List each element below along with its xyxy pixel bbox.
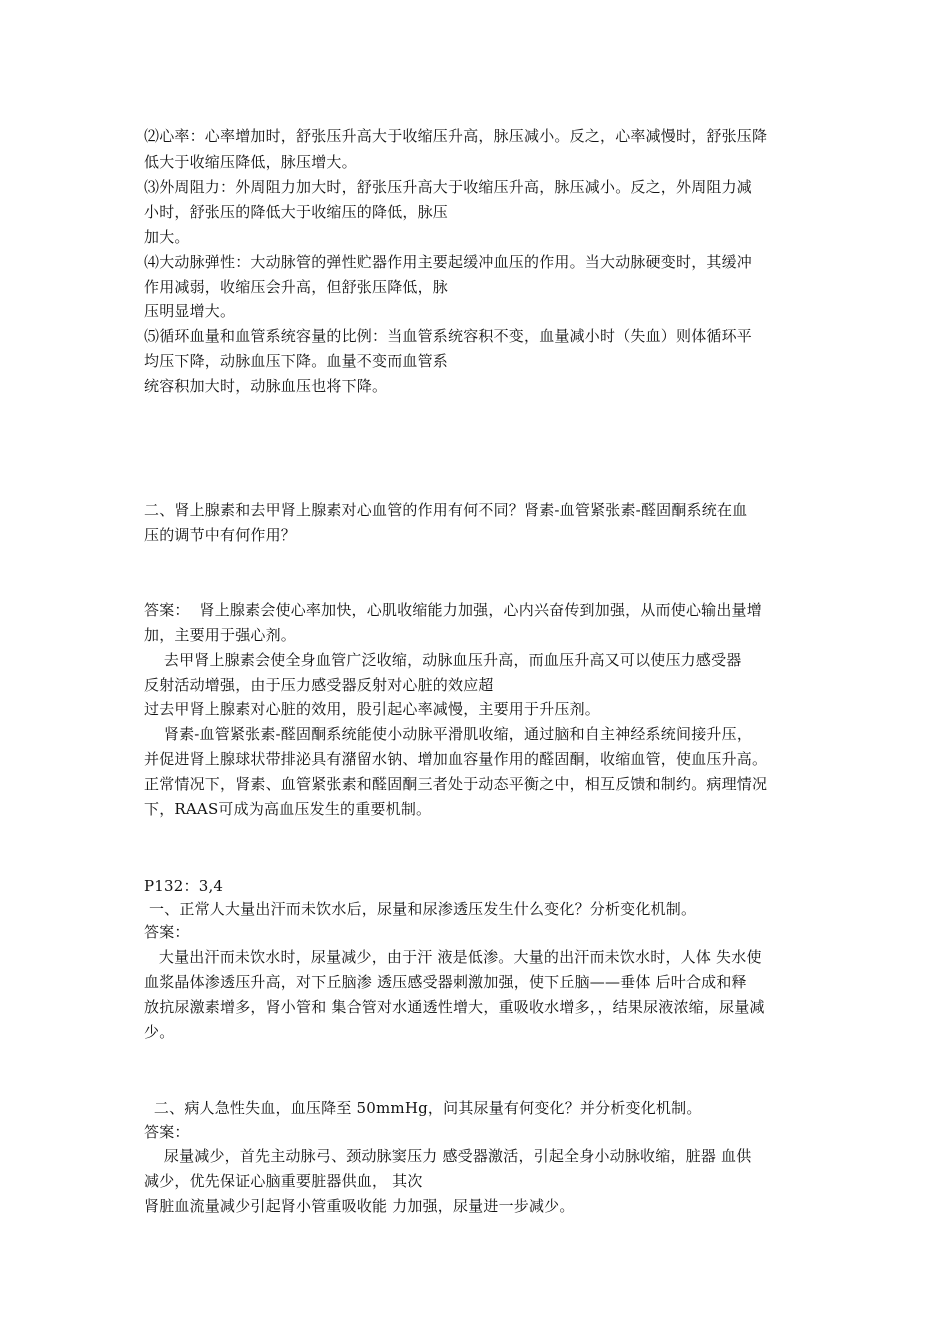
elasticity-line-3: 压明显增大。: [144, 302, 236, 320]
p132-answer-one-line-2: 血浆晶体渗透压升高，对下丘脑渗 透压感受器刺激加强，使下丘脑——垂体 后叶合成和释: [144, 973, 747, 991]
answer-two-line-4: 反射活动增强，由于压力感受器反射对心脏的效应超: [144, 676, 494, 694]
question-two-line-1: 二、肾上腺素和去甲肾上腺素对心血管的作用有何不同？肾素-血管紧张素-醛固酮系统在血: [144, 501, 748, 519]
heart-rate-line-1: ⑵心率：心率增加时，舒张压升高大于收缩压升高，脉压减小。反之，心率减慢时，舒张压降: [144, 127, 768, 145]
p132-answer-two-line-3: 肾脏血流量减少引起肾小管重吸收能 力加强，尿量进一步减少。: [144, 1197, 575, 1215]
p132-question-one: 一、正常人大量出汗而未饮水后，尿量和尿渗透压发生什么变化？分析变化机制。: [144, 900, 697, 918]
p132-answer-two-line-1: 尿量减少，首先主动脉弓、颈动脉窦压力 感受器激活，引起全身小动脉收缩，脏器 血供: [144, 1147, 752, 1165]
volume-line-2: 均压下降，动脉血压下降。血量不变而血管系: [144, 352, 449, 370]
elasticity-line-1: ⑷大动脉弹性：大动脉管的弹性贮器作用主要起缓冲血压的作用。当大动脉硬变时，其缓冲: [144, 253, 753, 271]
answer-two-line-6: 肾素-血管紧张素-醛固酮系统能使小动脉平滑肌收缩，通过脑和自主神经系统间接升压，: [144, 725, 753, 743]
question-two-line-2: 压的调节中有何作用？: [144, 526, 297, 544]
p132-answer-one-line-1: 大量出汗而未饮水时，尿量减少，由于汗 液是低渗。大量的出汗而未饮水时，人体 失水使: [144, 948, 762, 966]
resistance-line-2: 小时，舒张压的降低大于收缩压的降低，脉压: [144, 203, 449, 221]
answer-two-line-2: 加，主要用于强心剂。: [144, 626, 297, 644]
answer-two-line-9: 下，RAAS可成为高血压发生的重要机制。: [144, 800, 432, 818]
volume-line-3: 统容积加大时，动脉血压也将下降。: [144, 377, 388, 395]
elasticity-line-2: 作用减弱，收缩压会升高，但舒张压降低，脉: [144, 278, 449, 296]
p132-answer-one-line-3: 放抗尿激素增多，肾小管和 集合管对水通透性增大，重吸收水增多，，结果尿液浓缩，尿量减: [144, 998, 765, 1016]
answer-two-line-5: 过去甲肾上腺素对心脏的效用，股引起心率减慢，主要用于升压剂。: [144, 700, 601, 718]
p132-question-two: 二、病人急性失血，血压降至 50mmHg，问其尿量有何变化？并分析变化机制。: [144, 1099, 702, 1117]
p132-answer-one-label: 答案：: [144, 923, 190, 941]
answer-two-line-1: 答案： 肾上腺素会使心率加快，心肌收缩能力加强，心内兴奋传到加强，从而使心输出量增: [144, 601, 762, 619]
p132-answer-one-line-4: 少。: [144, 1023, 175, 1041]
answer-two-line-3: 去甲肾上腺素会使全身血管广泛收缩，动脉血压升高，而血压升高又可以使压力感受器: [144, 651, 742, 669]
resistance-line-3: 加大。: [144, 228, 190, 246]
heart-rate-line-2: 低大于收缩压降低，脉压增大。: [144, 153, 357, 171]
p132-answer-two-label: 答案：: [144, 1123, 190, 1141]
answer-two-line-8: 正常情况下，肾素、血管紧张素和醛固酮三者处于动态平衡之中，相互反馈和制约。病理情况: [144, 775, 768, 793]
page-reference: P132：3,4: [144, 877, 224, 895]
volume-line-1: ⑸循环血量和血管系统容量的比例：当血管系统容积不变，血量减小时（失血）则体循环平: [144, 327, 753, 345]
resistance-line-1: ⑶外周阻力：外周阻力加大时，舒张压升高大于收缩压升高，脉压减小。反之，外周阻力减: [144, 178, 753, 196]
answer-two-line-7: 并促进肾上腺球状带排泌具有潴留水钠、增加血容量作用的醛固酮，收缩血管，使血压升高。: [144, 750, 768, 768]
p132-answer-two-line-2: 减少，优先保证心脑重要脏器供血， 其次: [144, 1172, 423, 1190]
